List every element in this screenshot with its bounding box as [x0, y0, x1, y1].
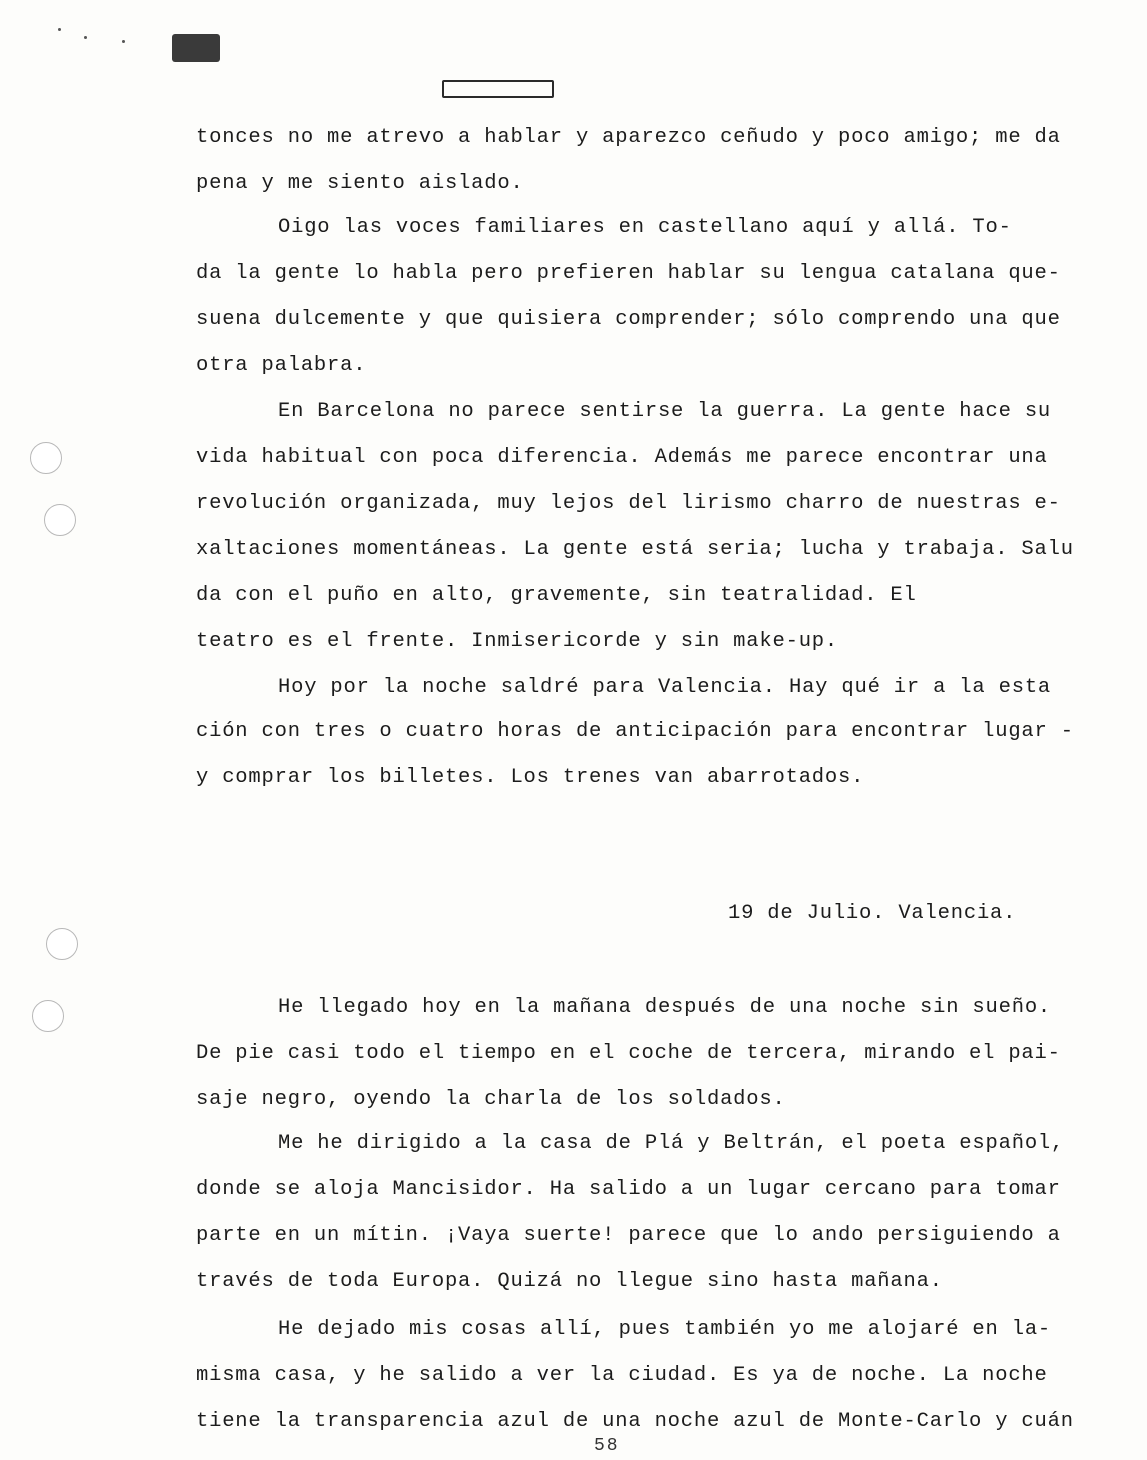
text-line: Hoy por la noche saldré para Valencia. Hay qué ir a la esta [278, 676, 1052, 699]
punch-hole [46, 928, 78, 960]
text-line: vida habitual con poca diferencia. Además me parece encontrar una [196, 446, 1048, 469]
punch-hole [30, 442, 62, 474]
text-line: través de toda Europa. Quizá no llegue sino hasta mañana. [196, 1270, 943, 1293]
text-line: tiene la transparencia azul de una noche azul de Monte-Carlo y cuán [196, 1410, 1074, 1433]
blank-box-mark [442, 80, 554, 98]
text-line: suena dulcemente y que quisiera comprender; sólo comprendo una que [196, 308, 1061, 331]
text-line: donde se aloja Mancisidor. Ha salido a un lugar cercano para tomar [196, 1178, 1061, 1201]
text-line: misma casa, y he salido a ver la ciudad. Es ya de noche. La noche [196, 1364, 1048, 1387]
text-line: En Barcelona no parece sentirse la guerra. La gente hace su [278, 400, 1052, 423]
text-line: da la gente lo habla pero prefieren hablar su lengua catalana que- [196, 262, 1061, 285]
text-line: da con el puño en alto, gravemente, sin teatralidad. El [196, 584, 917, 607]
text-line: revolución organizada, muy lejos del lirismo charro de nuestras e- [196, 492, 1061, 515]
text-line: parte en un mítin. ¡Vaya suerte! parece que lo ando persiguiendo a [196, 1224, 1061, 1247]
paper-specks [56, 24, 136, 44]
page-number: 58 [594, 1436, 620, 1456]
text-line: teatro es el frente. Inmisericorde y sin make-up. [196, 630, 838, 653]
text-line: xaltaciones momentáneas. La gente está seria; lucha y trabaja. Salu [196, 538, 1074, 561]
text-line: He dejado mis cosas allí, pues también yo me alojaré en la- [278, 1318, 1052, 1341]
date-heading: 19 de Julio. Valencia. [728, 902, 1017, 925]
text-line: otra palabra. [196, 354, 367, 377]
punch-hole [32, 1000, 64, 1032]
text-line: Me he dirigido a la casa de Plá y Beltrán, el poeta español, [278, 1132, 1065, 1155]
text-line: saje negro, oyendo la charla de los soldados. [196, 1088, 786, 1111]
text-line: Oigo las voces familiares en castellano aquí y allá. To- [278, 216, 1012, 239]
text-line: pena y me siento aislado. [196, 172, 524, 195]
text-line: y comprar los billetes. Los trenes van abarrotados. [196, 766, 865, 789]
text-line: He llegado hoy en la mañana después de una noche sin sueño. [278, 996, 1052, 1019]
ink-blot-mark [172, 34, 220, 62]
text-line: tonces no me atrevo a hablar y aparezco ceñudo y poco amigo; me da [196, 126, 1061, 149]
text-line: De pie casi todo el tiempo en el coche de tercera, mirando el pai- [196, 1042, 1061, 1065]
text-line: ción con tres o cuatro horas de anticipación para encontrar lugar - [196, 720, 1074, 743]
punch-hole [44, 504, 76, 536]
